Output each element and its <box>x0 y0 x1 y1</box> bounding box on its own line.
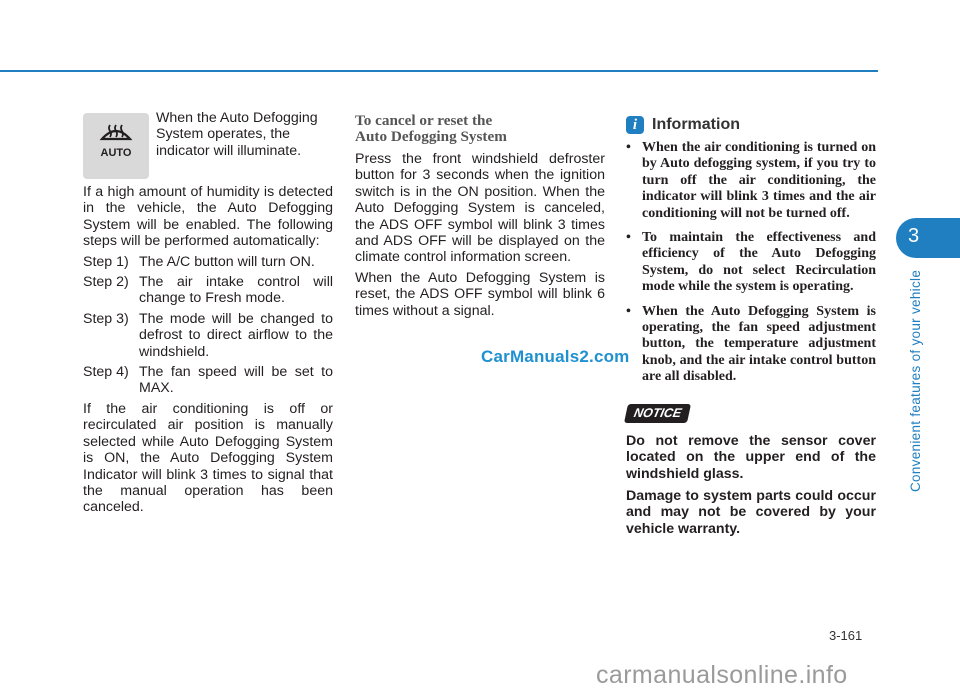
section-heading-line: Auto Defogging System <box>355 128 507 145</box>
information-title: Information <box>652 116 740 133</box>
cancel-paragraph: Press the front windshield defroster button for 3 seconds when the ignition switch is in the ON position. When the Auto Defogging System is canceled, the ADS OFF symbol will blink 3 times and ADS OFF will be displayed on the climate control information screen. <box>355 151 605 266</box>
notice-text: Do not remove the sensor cover located on the upper end of the windshield glass. <box>626 432 876 482</box>
step-item <box>83 311 333 360</box>
notice-text: Damage to system parts could occur and may not be covered by your vehicle warranty. <box>626 487 876 537</box>
step-text: The air intake control will change to Fresh mode. <box>139 274 333 307</box>
notice-badge: NOTICE <box>624 404 691 423</box>
column-2 <box>355 110 605 319</box>
step-label: Step 4) <box>83 364 129 381</box>
information-item: • When the air conditioning is turned on by Auto defogging system, if you try to turn off the air conditioning, the indicator will blink 3 times and the air conditioning will not be turned off. <box>626 140 876 222</box>
page-number: 3-161 <box>829 628 863 643</box>
information-item: • When the Auto Defogging System is operating, the fan speed adjustment button, the temperature adjustment knob, and the air intake control button are all disabled. <box>626 304 876 386</box>
step-text: The A/C button will turn ON. <box>139 253 315 270</box>
auto-defog-indicator-icon <box>83 113 149 179</box>
information-item: • To maintain the effectiveness and efficiency of the Auto Defogging System, do not select Recirculation mode while the system is operating. <box>626 230 876 296</box>
column-3 <box>626 110 876 537</box>
information-list <box>626 140 876 386</box>
step-item <box>83 274 333 307</box>
section-heading-line: To cancel or reset the <box>355 112 493 129</box>
top-rule <box>0 70 878 72</box>
column-1 <box>83 110 333 516</box>
footer-watermark[interactable]: carmanualsonline.info <box>596 661 848 689</box>
step-item <box>83 254 333 270</box>
information-header <box>626 116 876 134</box>
indicator-description: When the Auto Defogging System operates, the indicator will illuminate. <box>156 110 318 159</box>
chapter-title: Convenient features of your vehicle <box>908 269 923 492</box>
indicator-row <box>83 110 333 182</box>
step-label: Step 2) <box>83 274 129 291</box>
step-item <box>83 364 333 397</box>
step-label: Step 3) <box>83 310 129 327</box>
manual-operation-paragraph: If the air conditioning is off or recirculated air position is manually selected while Auto Defogging System is ON, the Auto Defogging System Indicator will blink 3 times to signal that the manual operation has been canceled. <box>83 400 333 516</box>
reset-paragraph: When the Auto Defogging System is reset, the ADS OFF symbol will blink 6 times without a signal. <box>355 269 605 319</box>
step-text: The mode will be changed to defrost to direct airflow to the windshield. <box>139 310 333 360</box>
auto-icon-label: AUTO <box>100 147 132 159</box>
section-heading <box>355 113 605 145</box>
chapter-number: 3 <box>908 225 920 247</box>
humidity-paragraph: If a high amount of humidity is detected in the vehicle, the Auto Defogging System will be enabled. The following steps will be performed automatically: <box>83 184 333 250</box>
info-icon: i <box>626 116 644 134</box>
steps-list <box>83 254 333 397</box>
chapter-tab <box>896 218 960 258</box>
step-label: Step 1) <box>83 253 129 270</box>
watermark-link[interactable]: CarManuals2.com <box>481 347 630 366</box>
step-text: The fan speed will be set to MAX. <box>139 364 333 397</box>
